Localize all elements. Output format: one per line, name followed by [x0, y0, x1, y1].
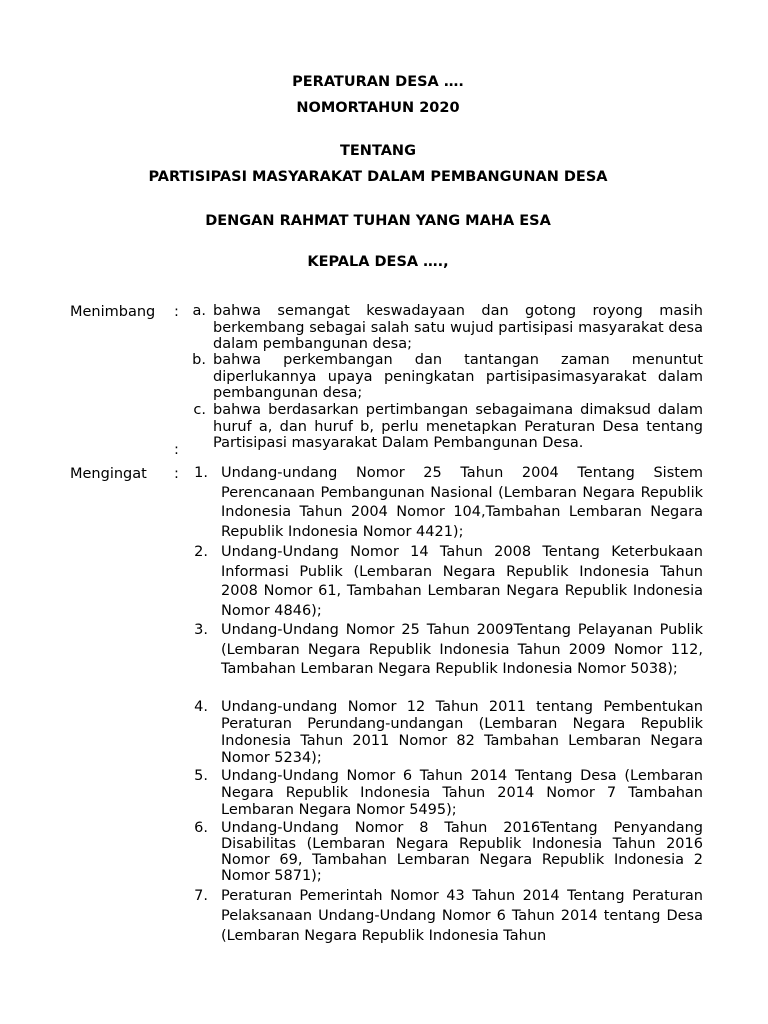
- item-marker: 6.: [194, 820, 208, 836]
- regulation-number: NOMORTAHUN 2020: [296, 100, 460, 116]
- item-marker: c.: [193, 402, 206, 418]
- item-text: bahwa semangat keswadayaan dan gotong royong masih berkembang sebagai salah satu wujud partisipasi masyarakat desa dalam pembangunan desa;: [213, 303, 703, 352]
- menimbang-colon: :: [174, 304, 179, 320]
- item-marker: 7.: [194, 888, 208, 904]
- item-marker: 1.: [194, 465, 208, 481]
- item-text: Undang-Undang Nomor 8 Tahun 2016Tentang Penyandang Disabilitas (Lembaran Negara Republik Indonesia Tahun 2016 Nomor 69, Tambahan Lembaran Negara Republik Indonesia 2 Nomor 5871);: [221, 820, 703, 884]
- item-text: Undang-Undang Nomor 6 Tahun 2014 Tentang Desa (Lembaran Negara Republik Indonesia Tahun 2014 Nomor 7 Tambahan Lembaran Negara Nomor 5495);: [221, 768, 703, 818]
- mengingat-label: Mengingat: [70, 466, 147, 482]
- item-text: Undang-undang Nomor 12 Tahun 2011 tentang Pembentukan Peraturan Perundang-undangan (Lembaran Negara Republik Indonesia Tahun 2011 Nomor 82 Tambahan Lembaran Negara Nomor 5234);: [221, 699, 703, 766]
- preamble-heading: DENGAN RAHMAT TUHAN YANG MAHA ESA: [205, 213, 551, 229]
- item-text: Undang-Undang Nomor 25 Tahun 2009Tentang Pelayanan Publik (Lembaran Negara Republik Indonesia Tahun 2009 Nomor 112, Tambahan Lembaran Negara Republik Indonesia Nomor 5038);: [221, 622, 703, 677]
- stray-colon: :: [174, 442, 179, 458]
- item-marker: 3.: [194, 622, 208, 638]
- item-marker: 5.: [194, 768, 208, 784]
- item-marker: b.: [192, 352, 206, 368]
- item-text: Peraturan Pemerintah Nomor 43 Tahun 2014 Tentang Peraturan Pelaksanaan Undang-Undang Nomor 6 Tahun 2014 tentang Desa (Lembaran Negara Republik Indonesia Tahun: [221, 888, 703, 944]
- item-marker: 4.: [194, 699, 208, 715]
- menimbang-label: Menimbang: [70, 304, 156, 320]
- issuer-heading: KEPALA DESA ….,: [307, 254, 449, 270]
- mengingat-colon: :: [174, 466, 179, 482]
- regulation-subject: PARTISIPASI MASYARAKAT DALAM PEMBANGUNAN DESA: [148, 169, 608, 185]
- item-text: bahwa perkembangan dan tantangan zaman menuntut diperlukannya upaya peningkatan partisipasimasyarakat dalam pembangunan desa;: [213, 352, 703, 401]
- item-text: Undang-Undang Nomor 14 Tahun 2008 Tentang Keterbukaan Informasi Publik (Lembaran Negara Republik Indonesia Tahun 2008 Nomor 61, Tambahan Lembaran Negara Republik Indonesia Nomor 4846);: [221, 544, 703, 619]
- tentang-heading: TENTANG: [340, 143, 416, 159]
- item-marker: 2.: [194, 544, 208, 560]
- item-text: Undang-undang Nomor 25 Tahun 2004 Tentang Sistem Perencanaan Pembangunan Nasional (Lembaran Negara Republik Indonesia Tahun 2004 Nomor 104,Tambahan Lembaran Negara Republik Indonesia Nomor 4421);: [221, 465, 703, 540]
- item-text: bahwa berdasarkan pertimbangan sebagaimana dimaksud dalam huruf a, dan huruf b, perlu menetapkan Peraturan Desa tentang Partisipasi masyarakat Dalam Pembangunan Desa.: [213, 402, 703, 451]
- regulation-title: PERATURAN DESA ….: [292, 74, 464, 90]
- item-marker: a.: [192, 303, 206, 319]
